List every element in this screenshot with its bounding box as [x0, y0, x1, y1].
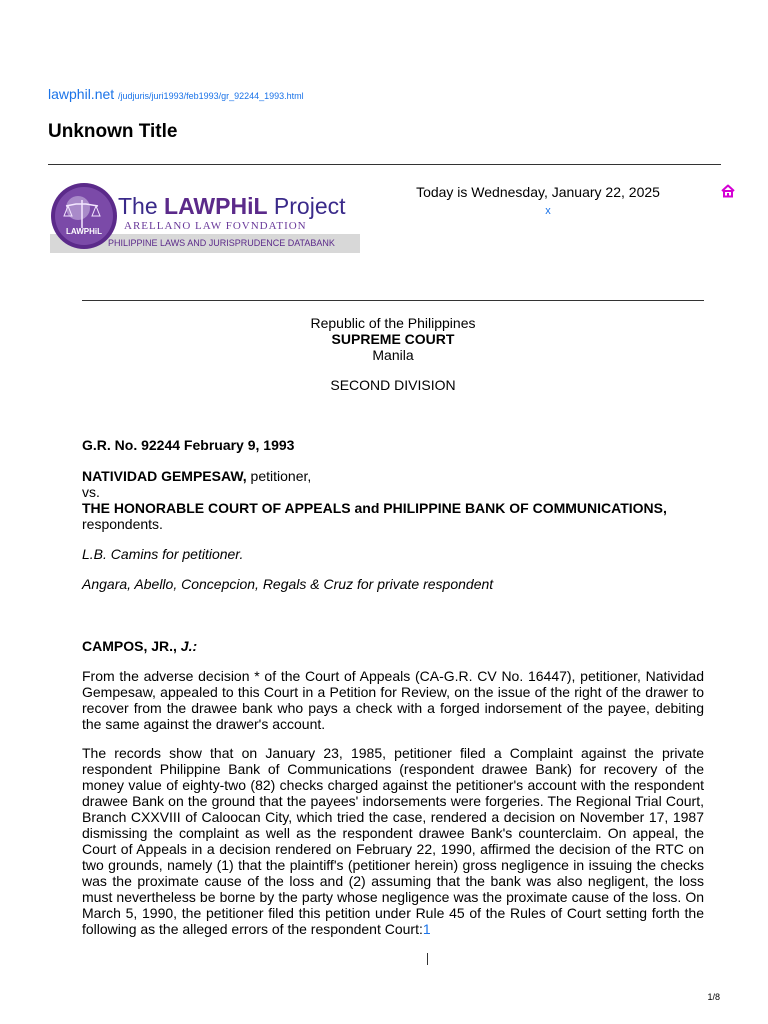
logo-title-brand: LAWPHiL	[164, 193, 268, 219]
republic-line: Republic of the Philippines	[310, 315, 476, 331]
petitioner-name: NATIVIDAD GEMPESAW,	[82, 468, 247, 484]
logo-tagline: PHILIPPINE LAWS AND JURISPRUDENCE DATABANK	[108, 238, 335, 248]
versus: vs.	[82, 484, 100, 500]
section-divider	[82, 300, 704, 301]
logo-title-suffix: Project	[267, 193, 346, 219]
today-date: Today is Wednesday, January 22, 2025	[416, 184, 660, 200]
ponente-name: CAMPOS, JR.,	[82, 638, 177, 654]
page-title: Unknown Title	[48, 121, 178, 142]
page-indicator: 1/8	[707, 992, 720, 1002]
text-cursor	[427, 953, 428, 965]
court-name: SUPREME COURT	[331, 331, 455, 347]
site-path: /judjuris/juri1993/feb1993/gr_92244_1993.html	[118, 91, 304, 101]
site-host: lawphil.net	[48, 86, 115, 102]
site-link[interactable]	[48, 86, 304, 102]
counsel-respondent: Angara, Abello, Concepcion, Regals & Cruz for private respondent	[82, 576, 494, 592]
court-city: Manila	[372, 347, 414, 363]
ponente	[82, 638, 704, 654]
top-divider	[48, 164, 721, 165]
close-button[interactable]: x	[545, 205, 551, 217]
lawphil-logo-graphic	[46, 178, 360, 254]
petitioner-role: petitioner,	[246, 468, 312, 484]
footnote-link[interactable]: 1	[422, 921, 431, 937]
svg-text:The LAWPHiL Project	[118, 193, 346, 219]
body-paragraph-1: From the adverse decision * of the Court of Appeals (CA-G.R. CV No. 16447), petitioner, Natividad Gempesaw, appealed to this Court in a Petition for Review, on the issue of the right of the drawer to recover from the drawee bank who pays a check with a forged indorsement of the payee, debiting the same against the drawer's account.	[82, 668, 704, 732]
respondent-role: respondents.	[82, 516, 163, 532]
counsel-petitioner: L.B. Camins for petitioner.	[82, 546, 244, 562]
logo-title-prefix: The	[118, 193, 165, 219]
lawphil-logo[interactable]	[46, 178, 360, 254]
logo-badge-text: LAWPHiL	[66, 227, 102, 236]
gr-number: G.R. No. 92244 February 9, 1993	[82, 437, 295, 453]
respondent-name: THE HONORABLE COURT OF APPEALS and PHILIPPINE BANK OF COMMUNICATIONS,	[82, 500, 667, 516]
logo-foundation: ARELLANO LAW FOVNDATION	[124, 220, 307, 232]
court-header	[82, 315, 704, 363]
body-paragraph-2	[82, 745, 704, 937]
division: SECOND DIVISION	[330, 377, 456, 393]
home-icon[interactable]	[720, 183, 736, 199]
body-paragraph-2-text: The records show that on January 23, 1985, petitioner filed a Complaint against the private respondent Philippine Bank of Communications (respondent drawee Bank) for recovery of the money value of eighty-two (82) checks charged against the petitioner's account with the respondent drawee Bank on the ground that the payees' indorsements were forgeries. The Regional Trial Court, Branch CXXVIII of Caloocan City, which tried the case, rendered a decision on November 17, 1987 dismissing the complaint as well as the respondent drawee Bank's counterclaim. On appeal, the Court of Appeals in a decision rendered on February 22, 1990, affirmed the decision of the RTC on two grounds, namely (1) that the plaintiff's (petitioner herein) gross negligence in issuing the checks was the proximate cause of the loss and (2) assuming that the bank was also negligent, the loss must nevertheless be borne by the party whose negligence was the proximate cause of the loss. On March 5, 1990, the petitioner filed this petition under Rule 45 of the Rules of Court setting forth the following as the alleged errors of the respondent Court:	[82, 745, 704, 937]
parties	[82, 468, 704, 532]
ponente-title: J.:	[176, 638, 198, 654]
